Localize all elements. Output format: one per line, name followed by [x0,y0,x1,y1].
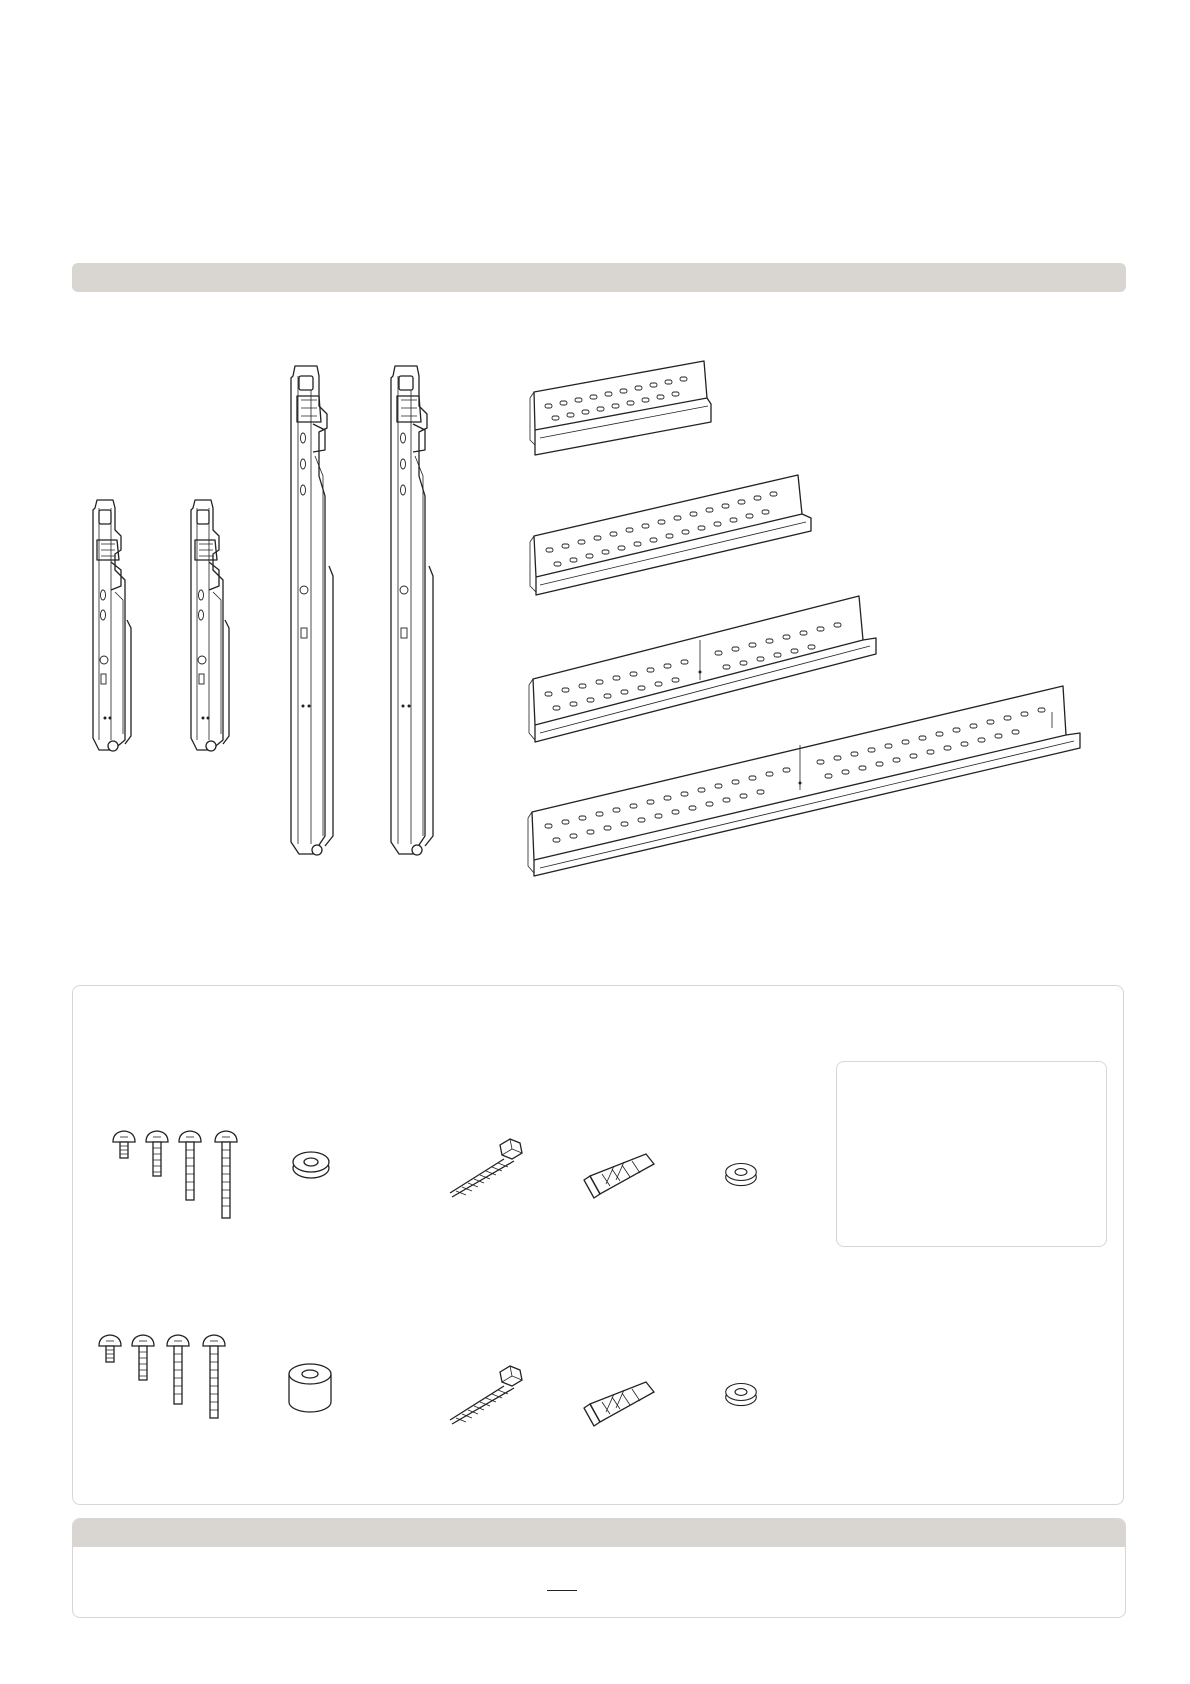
short-vertical-bracket-left [93,500,131,751]
long-vertical-bracket-left [291,366,333,855]
wall-rail-3 [529,596,876,742]
wall-rail-1 [530,361,711,455]
long-vertical-bracket-right [391,366,433,855]
short-vertical-bracket-right [191,500,229,751]
note-box [836,1061,1107,1247]
footer-panel [72,1518,1126,1618]
footer-section-header [73,1519,1125,1547]
wall-rail-2 [530,475,811,595]
footer-rule [547,1590,577,1591]
